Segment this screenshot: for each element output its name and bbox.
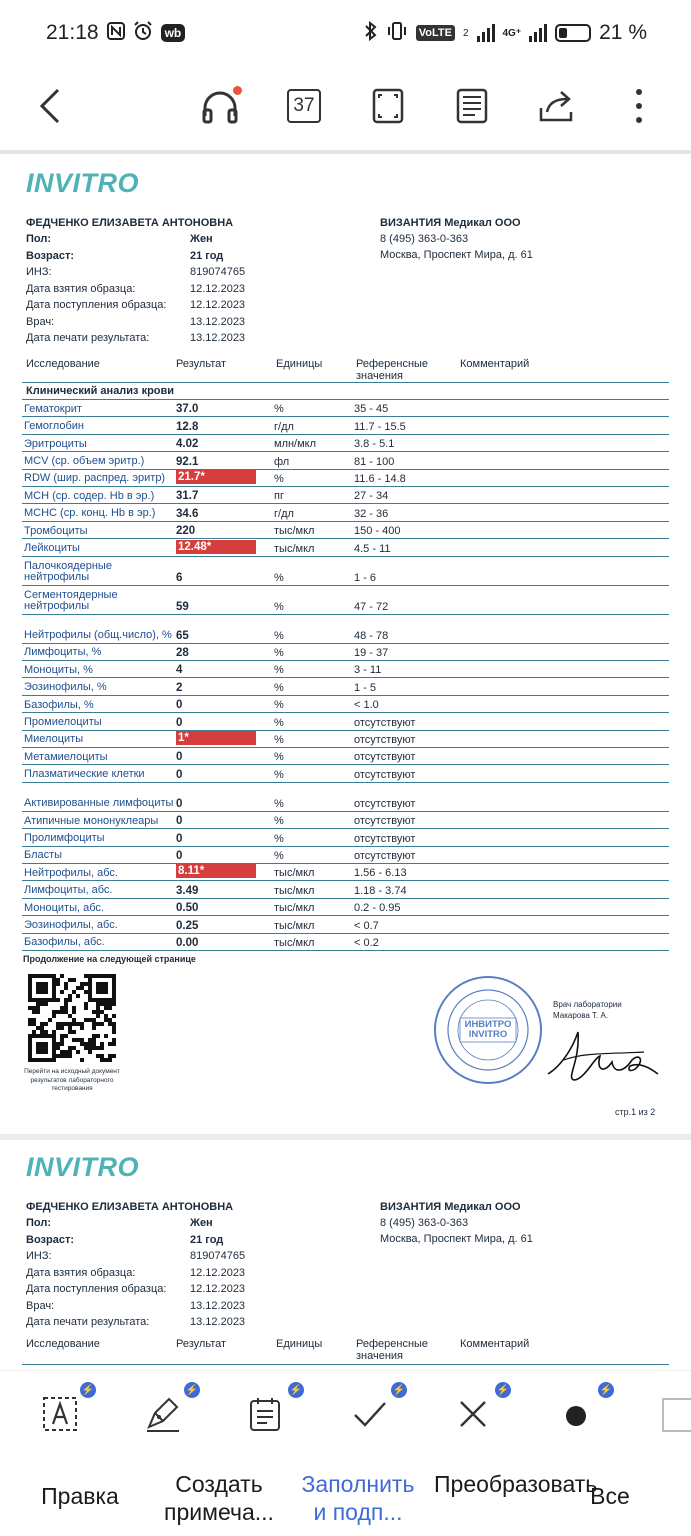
- unit: %: [274, 768, 284, 781]
- result-value-abnormal: 21.7*: [176, 470, 256, 484]
- test-name: Моноциты, %: [24, 663, 93, 676]
- signal-icon-2: [529, 24, 547, 42]
- check-button[interactable]: [348, 1392, 392, 1436]
- unit: %: [274, 832, 284, 845]
- fullscreen-icon: [371, 88, 405, 124]
- test-name: Гемоглобин: [24, 420, 84, 433]
- table-row: [22, 417, 669, 434]
- col-units-2: Единицы: [276, 1338, 323, 1350]
- header-line-2: [22, 1364, 669, 1365]
- test-name: Пролимфоциты: [24, 832, 105, 845]
- test-name: Гематокрит: [24, 402, 82, 415]
- patient-field-label: Врач:: [26, 315, 55, 328]
- invitro-logo: INVITRO: [26, 168, 140, 198]
- pages-button[interactable]: [282, 82, 326, 130]
- table-row: [22, 783, 669, 812]
- result-value: 220: [176, 525, 196, 538]
- result-value: 0: [176, 716, 183, 729]
- unit: тыс/мкл: [274, 867, 315, 880]
- table-row: [22, 864, 669, 881]
- clinic-name-2: ВИЗАНТИЯ Медикал ООО: [380, 1201, 521, 1213]
- unit: %: [274, 600, 284, 613]
- unit: г/дл: [274, 507, 294, 520]
- test-name: Сегментоядерные нейтрофилы: [24, 588, 118, 613]
- patient-field-value: 819074765: [190, 1250, 246, 1262]
- lab-stamp: [432, 974, 544, 1086]
- signal-icon: [477, 24, 495, 42]
- result-value: 4.02: [176, 438, 199, 451]
- bottom-toolbar: [0, 1370, 691, 1536]
- result-value: 0.25: [176, 919, 199, 932]
- result-value: 2: [176, 681, 183, 694]
- reference-range: 3.8 - 5.1: [354, 438, 395, 451]
- result-value: 0: [176, 768, 183, 781]
- result-value: 59: [176, 600, 189, 613]
- check-icon: [351, 1395, 389, 1433]
- unit: %: [274, 699, 284, 712]
- result-value: 0: [176, 815, 183, 828]
- col-comment-2: Комментарий: [460, 1338, 530, 1350]
- reference-range: 1.18 - 3.74: [354, 884, 407, 897]
- bluetooth-icon: [364, 21, 378, 46]
- patient-field-label: Возраст:: [26, 249, 74, 262]
- col-comment: Комментарий: [460, 358, 530, 370]
- premium-bolt-icon: ⚡: [391, 1382, 407, 1398]
- fill-sign-icon: [246, 1395, 284, 1433]
- reference-range: 48 - 78: [354, 629, 389, 642]
- reference-range: 11.6 - 14.8: [354, 472, 406, 485]
- unit: пг: [274, 490, 284, 503]
- table-row: [22, 678, 669, 695]
- volte-badge: VoLTE: [416, 25, 455, 41]
- unit: %: [274, 629, 284, 642]
- patient-field-label: ИНЗ:: [26, 1250, 52, 1262]
- result-value: 28: [176, 646, 189, 659]
- table-row: [22, 644, 669, 661]
- patient-field-label: Дата поступления образца:: [26, 1283, 167, 1295]
- section-title: Клинический анализ крови: [26, 385, 175, 397]
- pages-icon: 37: [287, 89, 321, 123]
- patient-field-value: 819074765: [190, 266, 246, 278]
- reference-range: 1 - 6: [354, 571, 377, 584]
- unit: %: [274, 716, 284, 729]
- reference-range: < 1.0: [354, 699, 379, 712]
- unit: %: [274, 571, 284, 584]
- patient-field-label: Возраст:: [26, 1233, 74, 1246]
- more-tools-scroll-hint[interactable]: [662, 1398, 691, 1432]
- annotate-pen-icon: [143, 1395, 183, 1433]
- result-value: 0: [176, 832, 183, 845]
- reference-range: 81 - 100: [354, 455, 395, 468]
- dot-icon: [557, 1395, 595, 1433]
- patient-field-value: 13.12.2023: [190, 332, 246, 344]
- table-row: [22, 916, 669, 933]
- alarm-icon: [133, 21, 153, 46]
- doctor-signature: [544, 1022, 664, 1097]
- patient-field-label: Пол:: [26, 1217, 52, 1229]
- unit: тыс/мкл: [274, 936, 315, 949]
- battery-icon: [555, 24, 591, 42]
- test-name: MCHC (ср. конц. Hb в эр.): [24, 507, 156, 520]
- table-row: [22, 829, 669, 846]
- patient-field-label: ИНЗ:: [26, 266, 52, 278]
- premium-bolt-icon: ⚡: [495, 1382, 511, 1398]
- col-reference: Референсные значения: [356, 358, 429, 382]
- test-name: MCV (ср. объем эритр.): [24, 455, 145, 468]
- test-name: Моноциты, абс.: [24, 901, 104, 914]
- result-value: 0: [176, 849, 183, 862]
- result-value: 6: [176, 571, 183, 584]
- more-button[interactable]: [624, 82, 654, 130]
- table-row: [22, 696, 669, 713]
- patient-field-value: Жен: [190, 233, 213, 245]
- doctor-name: Макарова Т. А.: [553, 1011, 609, 1020]
- tab-convert[interactable]: Преобразовать: [434, 1471, 598, 1497]
- col-test: Исследование: [26, 358, 100, 370]
- unit: г/дл: [274, 420, 294, 433]
- table-row: [22, 470, 669, 487]
- network-type: 4G⁺: [502, 27, 522, 39]
- clinic-phone-2: 8 (495) 363-0-363: [380, 1217, 469, 1229]
- table-row: [22, 586, 669, 615]
- patient-field-value: 12.12.2023: [190, 282, 246, 295]
- patient-name: ФЕДЧЕНКО ЕЛИЗАВЕТА АНТОНОВНА: [26, 217, 234, 229]
- result-value: 92.1: [176, 455, 199, 468]
- clinic-name: ВИЗАНТИЯ Медикал ООО: [380, 217, 521, 229]
- unit: фл: [274, 455, 290, 468]
- table-row: [22, 713, 669, 730]
- table-row: [22, 731, 669, 748]
- unit: %: [274, 849, 284, 862]
- unit: %: [274, 733, 284, 746]
- patient-field-label: Дата печати результата:: [26, 332, 150, 344]
- share-button[interactable]: [533, 82, 581, 130]
- table-row: [22, 661, 669, 678]
- reference-range: отсутствуют: [354, 832, 416, 845]
- patient-field-label: Дата поступления образца:: [26, 299, 167, 311]
- unit: %: [274, 751, 284, 764]
- reference-range: отсутствуют: [354, 815, 416, 828]
- premium-bolt-icon: ⚡: [184, 1382, 200, 1398]
- cross-button[interactable]: [451, 1392, 495, 1436]
- result-value-abnormal: 8.11*: [176, 864, 256, 878]
- result-value: 0.50: [176, 902, 199, 915]
- unit: %: [274, 403, 284, 416]
- table-row: [22, 487, 669, 504]
- patient-field-label: Пол:: [26, 233, 52, 245]
- test-name: Бласты: [24, 849, 63, 862]
- test-name: Метамиелоциты: [24, 750, 108, 763]
- unit: %: [274, 646, 284, 659]
- table-row: [22, 435, 669, 452]
- patient-field-value: 12.12.2023: [190, 1266, 246, 1279]
- col-result-2: Результат: [176, 1338, 227, 1350]
- vibrate-icon: [386, 21, 408, 46]
- unit: %: [274, 797, 284, 810]
- test-name: Эозинофилы, абс.: [24, 919, 118, 932]
- tab-edit[interactable]: Правка: [41, 1483, 119, 1509]
- qr-code[interactable]: [28, 974, 116, 1062]
- reference-range: 47 - 72: [354, 600, 389, 613]
- table-row: [22, 615, 669, 644]
- test-name: Эритроциты: [24, 437, 87, 450]
- status-bar: [0, 0, 691, 66]
- fill-sign-button[interactable]: [243, 1392, 287, 1436]
- more-icon: [635, 88, 643, 124]
- table-row: [22, 557, 669, 586]
- table-row: [22, 934, 669, 951]
- reference-range: 3 - 11: [354, 664, 382, 677]
- patient-field-label: Дата взятия образца:: [26, 282, 136, 295]
- clinic-phone: 8 (495) 363-0-363: [380, 233, 469, 245]
- patient-field-value: 13.12.2023: [190, 315, 246, 328]
- unit: тыс/мкл: [274, 884, 315, 897]
- test-name: Промиелоциты: [24, 716, 102, 729]
- stamp-text: ИНВИТРО INVITRO: [464, 1019, 512, 1040]
- table-row: [22, 504, 669, 521]
- table-row: [22, 452, 669, 469]
- table-row: [22, 881, 669, 898]
- reference-range: < 0.2: [354, 936, 379, 949]
- reference-range: отсутствуют: [354, 751, 416, 764]
- document-page-1: [0, 154, 691, 1134]
- cross-icon: [454, 1395, 492, 1433]
- result-value: 65: [176, 629, 189, 642]
- result-value: 0: [176, 797, 183, 810]
- patient-field-value: Жен: [190, 1217, 213, 1229]
- reference-range: 27 - 34: [354, 490, 389, 503]
- reader-icon: [455, 88, 489, 124]
- test-name: Лимфоциты, абс.: [24, 884, 113, 897]
- patient-field-label: Дата взятия образца:: [26, 1266, 136, 1279]
- fullscreen-button[interactable]: [366, 82, 410, 130]
- premium-bolt-icon: ⚡: [598, 1382, 614, 1398]
- result-value: 37.0: [176, 403, 199, 416]
- back-button[interactable]: [30, 82, 70, 130]
- reference-range: отсутствуют: [354, 797, 416, 810]
- test-name: MCH (ср. содер. Hb в эр.): [24, 489, 155, 502]
- qr-caption: Перейти на исходный документ результатов лабораторного тестирования: [24, 1068, 120, 1092]
- unit: %: [274, 815, 284, 828]
- patient-field-value: 13.12.2023: [190, 1299, 246, 1312]
- result-value: 12.8: [176, 420, 199, 433]
- notification-dot: [233, 86, 242, 95]
- col-units: Единицы: [276, 358, 323, 370]
- reference-range: отсутствуют: [354, 849, 416, 862]
- unit: тыс/мкл: [274, 525, 315, 538]
- dot-button[interactable]: [554, 1392, 598, 1436]
- bottom-divider: [0, 1370, 691, 1371]
- reference-range: 0.2 - 0.95: [354, 902, 401, 915]
- result-value: 0: [176, 751, 183, 764]
- document-page-2: [0, 1140, 691, 1370]
- patient-field-value: 13.12.2023: [190, 1316, 246, 1328]
- patient-field-value: 21 год: [190, 249, 224, 262]
- table-row: [22, 812, 669, 829]
- test-name: Нейтрофилы, абс.: [24, 866, 118, 879]
- result-value: 4: [176, 664, 183, 677]
- reader-mode-button[interactable]: [450, 82, 494, 130]
- reference-range: 11.7 - 15.5: [354, 420, 406, 433]
- result-value: 31.7: [176, 490, 199, 503]
- reference-range: отсутствуют: [354, 768, 416, 781]
- reference-range: 35 - 45: [354, 403, 389, 416]
- reference-range: 150 - 400: [354, 525, 401, 538]
- test-name: Лимфоциты, %: [24, 646, 102, 659]
- patient-name-2: ФЕДЧЕНКО ЕЛИЗАВЕТА АНТОНОВНА: [26, 1201, 234, 1213]
- test-name: Активированные лимфоциты: [24, 797, 174, 810]
- share-icon: [537, 88, 577, 124]
- annotate-button[interactable]: [141, 1392, 185, 1436]
- wb-app-icon: wb: [161, 24, 186, 42]
- unit: тыс/мкл: [274, 919, 315, 932]
- test-name: Эозинофилы, %: [24, 681, 107, 694]
- reference-range: отсутствуют: [354, 716, 416, 729]
- table-row: [22, 522, 669, 539]
- reference-range: 1 - 5: [354, 681, 377, 694]
- clinic-address-2: Москва, Проспект Мира, д. 61: [380, 1233, 533, 1245]
- result-value: 0: [176, 699, 183, 712]
- reference-range: отсутствуют: [354, 733, 416, 746]
- viewer-toolbar: [0, 66, 691, 150]
- unit: тыс/мкл: [274, 542, 315, 555]
- test-name: Нейтрофилы (общ.число), %: [24, 629, 172, 642]
- test-name: Лейкоциты: [24, 542, 80, 555]
- col-reference-2: Референсные значения: [356, 1338, 429, 1362]
- test-name: Атипичные мононуклеары: [24, 814, 159, 827]
- reference-range: 19 - 37: [354, 646, 389, 659]
- unit: млн/мкл: [274, 438, 317, 451]
- test-name: Плазматические клетки: [24, 768, 145, 781]
- col-test-2: Исследование: [26, 1338, 100, 1350]
- sim-number: 2: [462, 27, 469, 39]
- result-value-abnormal: 1*: [176, 731, 256, 745]
- clinic-address: Москва, Проспект Мира, д. 61: [380, 249, 533, 261]
- table-row: [22, 400, 669, 417]
- unit: %: [274, 664, 284, 677]
- patient-field-label: Дата печати результата:: [26, 1316, 150, 1328]
- reference-range: 4.5 - 11: [354, 542, 391, 555]
- reference-range: 1.56 - 6.13: [354, 867, 407, 880]
- result-value-abnormal: 12.48*: [176, 540, 256, 554]
- table-row: [22, 847, 669, 864]
- tab-fill-sign[interactable]: Заполнить и подп...: [301, 1471, 415, 1525]
- result-value: 0.00: [176, 936, 199, 949]
- result-value: 34.6: [176, 507, 199, 520]
- text-edit-icon: [41, 1395, 79, 1433]
- tab-all[interactable]: Все: [590, 1483, 630, 1509]
- table-row: [22, 899, 669, 916]
- premium-bolt-icon: ⚡: [288, 1382, 304, 1398]
- back-icon: [38, 88, 62, 124]
- patient-field-value: 12.12.2023: [190, 299, 246, 311]
- listen-button[interactable]: [196, 82, 244, 130]
- tab-annotate[interactable]: Создать примеча...: [164, 1471, 274, 1525]
- doctor-title: Врач лаборатории: [553, 1000, 622, 1009]
- result-value: 3.49: [176, 884, 199, 897]
- patient-field-label: Врач:: [26, 1299, 55, 1312]
- battery-percent: 21 %: [599, 21, 647, 44]
- patient-field-value: 21 год: [190, 1233, 224, 1246]
- table-row: [22, 539, 669, 556]
- clock: 21:18: [46, 21, 99, 44]
- test-name: RDW (шир. распред. эритр): [24, 472, 166, 485]
- col-result: Результат: [176, 358, 227, 370]
- unit: %: [274, 472, 284, 485]
- continued-note: Продолжение на следующей странице: [23, 954, 196, 964]
- invitro-logo-2: INVITRO: [26, 1152, 140, 1182]
- table-row: [22, 748, 669, 765]
- table-row: [22, 765, 669, 782]
- text-edit-button[interactable]: [38, 1392, 82, 1436]
- reference-range: 32 - 36: [354, 507, 389, 520]
- unit: %: [274, 681, 284, 694]
- header-line: [22, 382, 669, 383]
- test-name: Тромбоциты: [24, 524, 88, 537]
- unit: тыс/мкл: [274, 902, 315, 915]
- nfc-icon: [107, 22, 125, 45]
- patient-field-value: 12.12.2023: [190, 1283, 246, 1295]
- test-name: Миелоциты: [24, 733, 84, 746]
- premium-bolt-icon: ⚡: [80, 1382, 96, 1398]
- reference-range: < 0.7: [354, 919, 379, 932]
- page-number: стр.1 из 2: [615, 1107, 656, 1117]
- test-name: Базофилы, абс.: [24, 936, 105, 949]
- test-name: Палочкоядерные нейтрофилы: [24, 559, 112, 584]
- test-name: Базофилы, %: [24, 698, 94, 711]
